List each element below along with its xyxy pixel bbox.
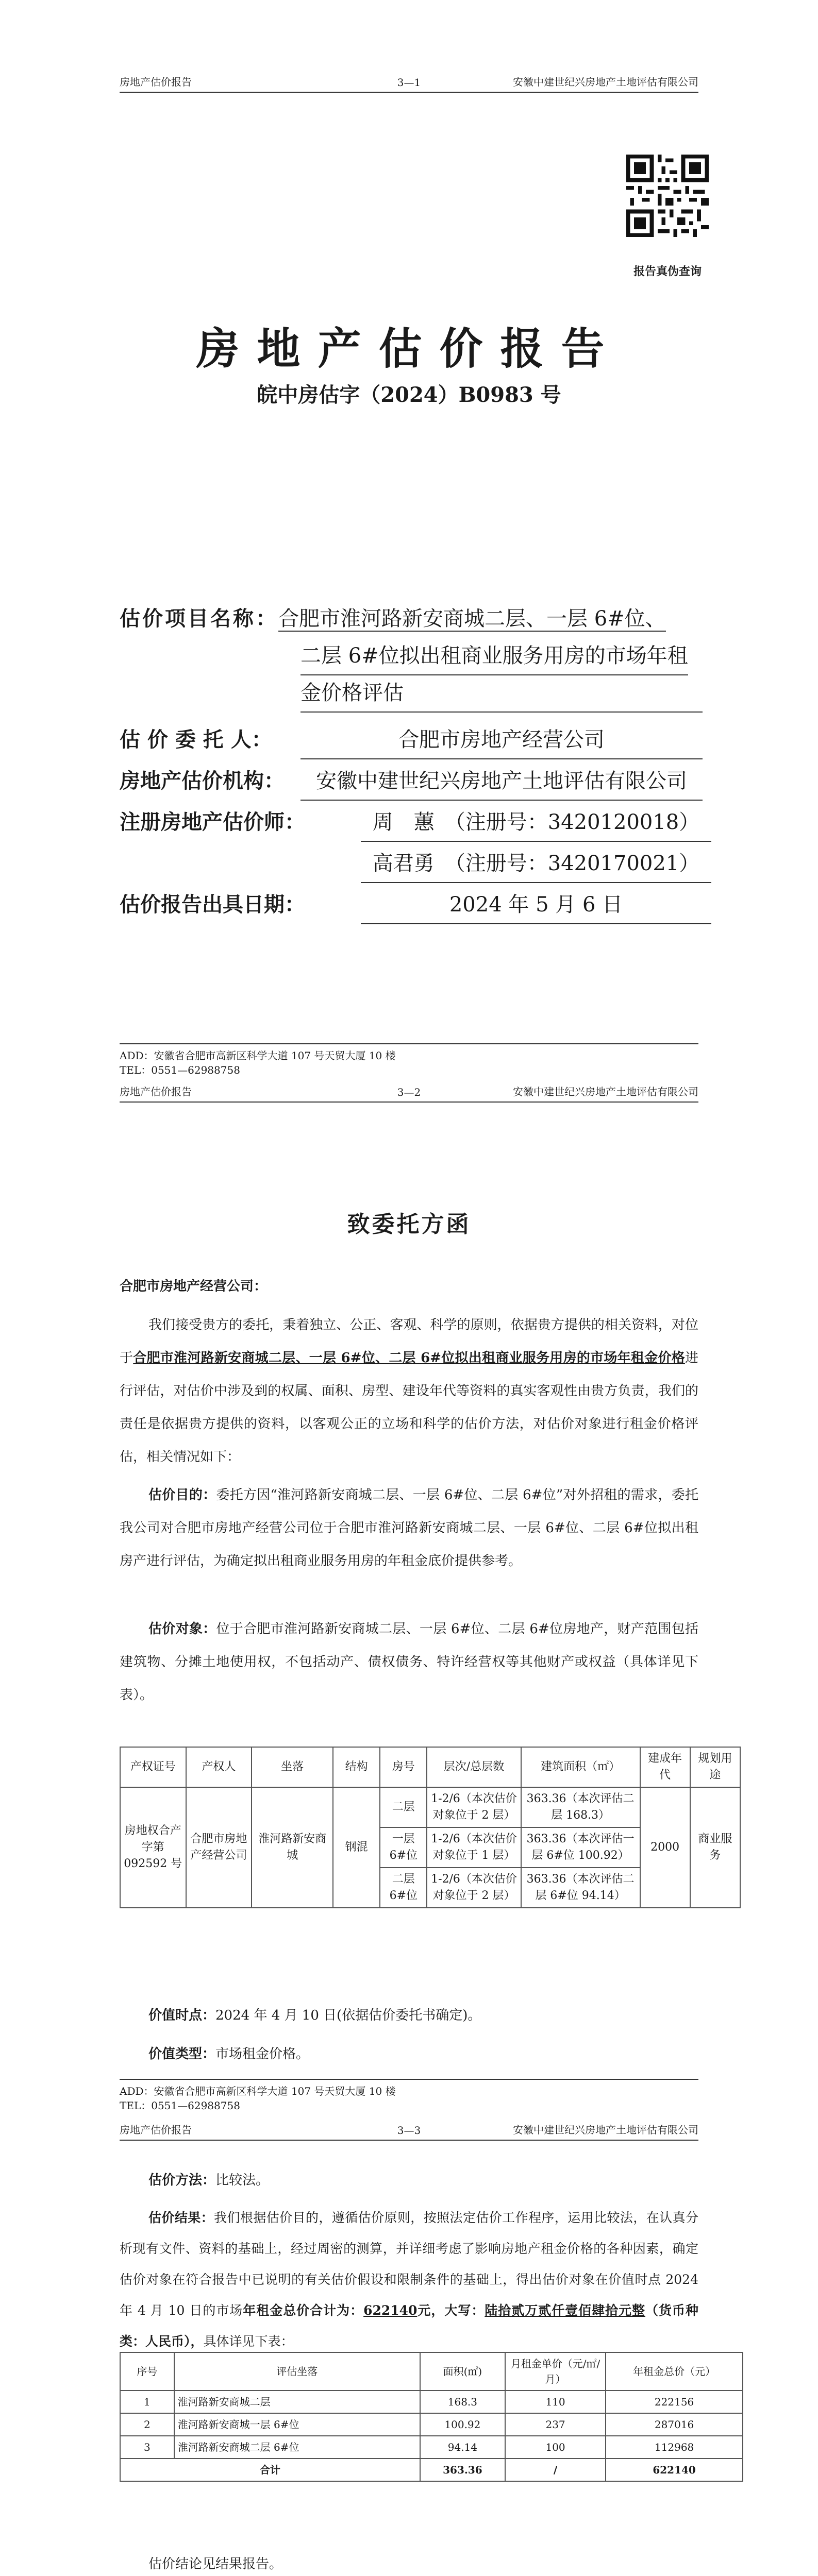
floor-cell: 1-2/6（本次估价对象位于 2 层） bbox=[427, 1868, 521, 1908]
table-header: 面积(㎡) bbox=[420, 2352, 505, 2391]
table-header: 建筑面积（㎡） bbox=[521, 1747, 640, 1787]
table-header: 评估坐落 bbox=[174, 2352, 420, 2391]
header-page-number: 3—1 bbox=[397, 76, 421, 89]
conclusion-label: 估价结果： bbox=[148, 2210, 214, 2225]
header-right: 安徽中建世纪兴房地产土地评估有限公司 bbox=[513, 76, 698, 88]
value-date-label: 价值时点： bbox=[148, 2008, 216, 2023]
total-label: 合计 bbox=[120, 2459, 420, 2481]
project-name-label: 估价项目名称： bbox=[120, 606, 278, 631]
report-number: 皖中房估字（2024）B0983 号 bbox=[257, 383, 561, 407]
project-name-line2: 二层 6#位拟出租商业服务用房的市场年租 bbox=[301, 637, 688, 675]
table-header: 房号 bbox=[380, 1747, 427, 1787]
total-rent: 622140 bbox=[606, 2459, 743, 2481]
owner-cell: 合肥市房地产经营公司 bbox=[186, 1787, 252, 1908]
table-cell: 淮河路新安商城一层 6#位 bbox=[174, 2413, 420, 2436]
letter-paragraph-intro bbox=[120, 1309, 698, 1473]
page-footer bbox=[120, 1043, 698, 1077]
conclusion-text-c: 元，大写： bbox=[417, 2303, 485, 2318]
header-right: 安徽中建世纪兴房地产土地评估有限公司 bbox=[513, 2124, 698, 2136]
table-cell: 100 bbox=[505, 2436, 606, 2459]
table-cell: 168.3 bbox=[420, 2391, 505, 2413]
usage-cell: 商业服务 bbox=[690, 1787, 740, 1908]
report-title: 房地产估价报告 bbox=[196, 323, 622, 374]
footer-tel: TEL：0551—62988758 bbox=[120, 1064, 240, 1076]
table-cell: 1 bbox=[120, 2391, 174, 2413]
header-left: 房地产估价报告 bbox=[120, 76, 192, 88]
object-text: 位于合肥市淮河路新安商城二层、一层 6#位、二层 6#位房地产，财产范围包括建筑物、分摊土地使用权，不包括动产、债权债务、特许经营权等其他财产或权益（具体详见下表）。 bbox=[120, 1621, 698, 1703]
footer-tel: TEL：0551—62988758 bbox=[120, 2099, 240, 2112]
salutation-text: 合肥市房地产经营公司： bbox=[120, 1279, 268, 1294]
appraiser-2: 高君勇 （注册号：3420170021） bbox=[361, 845, 711, 883]
project-name-line1: 合肥市淮河路新安商城二层、一层 6#位、 bbox=[278, 607, 666, 631]
client-label: 估 价 委 托 人： bbox=[120, 727, 272, 752]
conclusion-text-a: 我们根据估价目的，遵循估价原则，按照法定估价工作程序，运用比较法，在认真分析现有文件、资料的基础上，经过周密的测算，并详细考虑了影响房地产租金价格的各种因素，确定估价对象在符合报告中已说明的有关估价假设和限制条件的基础上，得出估价对象在价值时点 2024 年 4 月 10 日的市场 bbox=[120, 2210, 698, 2318]
result-page bbox=[0, 2120, 818, 2576]
footnote-text: 估价结论见结果报告。 bbox=[148, 2556, 283, 2572]
table-total-row bbox=[120, 2459, 743, 2481]
header-page-number: 3—2 bbox=[397, 1086, 421, 1098]
intro-text-subject: 合肥市淮河路新安商城二层、一层 6#位、二层 6#位拟出租商业服务用房的市场年租金价格 bbox=[133, 1350, 685, 1366]
room-cell: 二层 bbox=[380, 1787, 427, 1827]
table-header: 结构 bbox=[333, 1747, 380, 1787]
table-cell: 94.14 bbox=[420, 2436, 505, 2459]
intro-text-a: 我们接受贵方的委托，秉着独立、公正、客观、科学的原则，依据贵方提供的相关资料，对位于 bbox=[120, 1317, 698, 1366]
header-right: 安徽中建世纪兴房地产土地评估有限公司 bbox=[513, 1086, 698, 1098]
total-area: 363.36 bbox=[420, 2459, 505, 2481]
object-label: 估价对象： bbox=[148, 1621, 216, 1637]
floor-cell: 1-2/6（本次估价对象位于 2 层） bbox=[427, 1787, 521, 1827]
report-date-value: 2024 年 5 月 6 日 bbox=[361, 886, 711, 924]
conclusion-currency: （货币种类：人民币）， bbox=[120, 2303, 698, 2349]
floor-cell: 1-2/6（本次估价对象位于 1 层） bbox=[427, 1827, 521, 1868]
table-header: 层次/总层数 bbox=[427, 1747, 521, 1787]
header-left: 房地产估价报告 bbox=[120, 1086, 192, 1098]
appraiser-label: 注册房地产估价师： bbox=[120, 810, 305, 834]
conclusion-text-e: 具体详见下表： bbox=[203, 2334, 294, 2349]
area-cell: 363.36（本次评估一层 6#位 100.92） bbox=[521, 1827, 640, 1868]
page-header bbox=[120, 1082, 698, 1103]
footer-address: ADD：安徽省合肥市高新区科学大道 107 号天贸大厦 10 楼 bbox=[120, 2085, 396, 2097]
purpose-text: 委托方因“淮河路新安商城二层、一层 6#位、二层 6#位”对外招租的需求，委托我公司对合肥市房地产经营公司位于合肥市淮河路新安商城二层、一层 6#位、二层 6#位拟出租房产进行评估，为确定拟出租商业服务用房的年租金底价提供参考。 bbox=[120, 1487, 698, 1569]
table-header: 月租金单价（元/㎡/月） bbox=[505, 2352, 606, 2391]
report-date-label: 估价报告出具日期： bbox=[120, 892, 305, 917]
letter-paragraph-object bbox=[120, 1613, 698, 1711]
location-cell: 淮河路新安商城 bbox=[252, 1787, 333, 1908]
page-footer bbox=[120, 2079, 698, 2113]
cover-page bbox=[0, 0, 818, 1077]
cert-number-cell: 房地权合产字第 092592 号 bbox=[120, 1787, 186, 1908]
table-cell: 287016 bbox=[606, 2413, 743, 2436]
table-cell: 100.92 bbox=[420, 2413, 505, 2436]
room-cell: 二层 6#位 bbox=[380, 1868, 427, 1908]
table-row bbox=[120, 2436, 743, 2459]
table-cell: 淮河路新安商城二层 bbox=[174, 2391, 420, 2413]
page-header bbox=[120, 72, 698, 93]
table-header: 序号 bbox=[120, 2352, 174, 2391]
rent-result-table bbox=[120, 2352, 743, 2482]
table-cell: 112968 bbox=[606, 2436, 743, 2459]
footer-address: ADD：安徽省合肥市高新区科学大道 107 号天贸大厦 10 楼 bbox=[120, 1049, 396, 1062]
structure-cell: 钢混 bbox=[333, 1787, 380, 1908]
letter-value-date bbox=[120, 1999, 698, 2032]
qr-caption: 报告真伪查询 bbox=[633, 265, 702, 278]
table-header: 产权证号 bbox=[120, 1747, 186, 1787]
table-cell: 2 bbox=[120, 2413, 174, 2436]
conclusion-amount: 622140 bbox=[363, 2303, 418, 2318]
appraiser-1: 周 蕙 （注册号：3420120018） bbox=[361, 804, 711, 842]
year-cell: 2000 bbox=[640, 1787, 690, 1908]
table-header-row bbox=[120, 2352, 743, 2391]
footnote bbox=[120, 2548, 698, 2576]
area-cell: 363.36（本次评估二层 168.3） bbox=[521, 1787, 640, 1827]
agency-value: 安徽中建世纪兴房地产土地评估有限公司 bbox=[301, 762, 703, 801]
header-left: 房地产估价报告 bbox=[120, 2124, 192, 2136]
intro-text-c: 进行评估，对估价中涉及到的权属、面积、房型、建设年代等资料的真实客观性由贵方负责，我们的责任是依据贵方提供的资料，以客观公正的立场和科学的估价方法，对估价对象进行租金价格评估，相关情况如下： bbox=[120, 1350, 698, 1465]
table-cell: 3 bbox=[120, 2436, 174, 2459]
letter-salutation bbox=[120, 1270, 698, 1303]
letter-title: 致委托方函 bbox=[347, 1211, 471, 1238]
total-unit: / bbox=[505, 2459, 606, 2481]
table-header: 规划用途 bbox=[690, 1747, 740, 1787]
table-header: 产权人 bbox=[186, 1747, 252, 1787]
qr-code bbox=[626, 155, 709, 237]
method-label: 估价方法： bbox=[148, 2173, 216, 2188]
method-text: 比较法。 bbox=[215, 2173, 270, 2188]
method-paragraph bbox=[120, 2164, 698, 2197]
letter-page bbox=[0, 1077, 818, 2120]
table-header-row bbox=[120, 1747, 740, 1787]
property-table bbox=[120, 1747, 741, 1908]
page-header bbox=[120, 2120, 698, 2141]
area-cell: 363.36（本次评估二层 6#位 94.14） bbox=[521, 1868, 640, 1908]
value-type-text: 市场租金价格。 bbox=[215, 2046, 310, 2062]
conclusion-paragraph bbox=[120, 2202, 698, 2357]
table-row bbox=[120, 1787, 740, 1827]
table-header: 年租金总价（元） bbox=[606, 2352, 743, 2391]
value-date-text: 2024 年 4 月 10 日(依据估价委托书确定)。 bbox=[215, 2008, 481, 2023]
header-page-number: 3—3 bbox=[397, 2124, 421, 2137]
table-header: 建成年代 bbox=[640, 1747, 690, 1787]
client-value: 合肥市房地产经营公司 bbox=[301, 721, 703, 759]
letter-paragraph-purpose bbox=[120, 1479, 698, 1578]
table-cell: 110 bbox=[505, 2391, 606, 2413]
room-cell: 一层 6#位 bbox=[380, 1827, 427, 1868]
table-header: 坐落 bbox=[252, 1747, 333, 1787]
agency-label: 房地产估价机构： bbox=[120, 769, 285, 793]
project-name-row bbox=[120, 600, 698, 637]
value-type-label: 价值类型： bbox=[148, 2046, 216, 2062]
purpose-label: 估价目的： bbox=[148, 1487, 216, 1503]
conclusion-amount-words: 陆拾贰万贰仟壹佰肆拾元整 bbox=[485, 2303, 646, 2318]
table-cell: 222156 bbox=[606, 2391, 743, 2413]
table-cell: 237 bbox=[505, 2413, 606, 2436]
table-cell: 淮河路新安商城二层 6#位 bbox=[174, 2436, 420, 2459]
project-name-line3: 金价格评估 bbox=[301, 674, 703, 713]
letter-value-type bbox=[120, 2038, 698, 2071]
conclusion-text-b: 年租金总价合计为： bbox=[243, 2303, 364, 2318]
table-row bbox=[120, 2391, 743, 2413]
table-row bbox=[120, 2413, 743, 2436]
